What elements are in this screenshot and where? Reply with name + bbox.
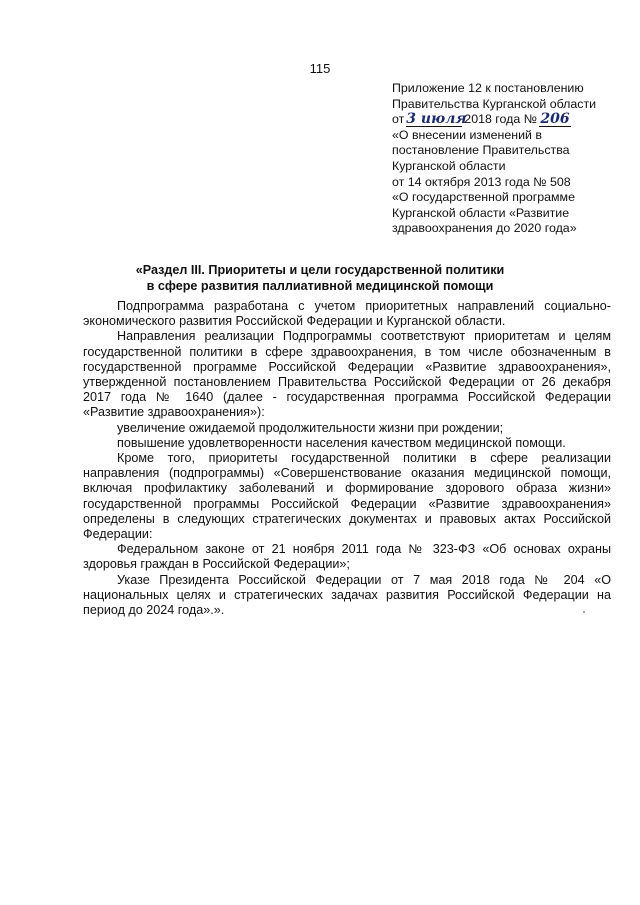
handwritten-date: 3 июля xyxy=(406,111,467,128)
paragraph-7: Указе Президента Российской Федерации от 7 мая 2018 года № 204 «О национальных целях и стратегических задачах развития Российской Федерации на период до 2024 года».». xyxy=(83,572,611,618)
appendix-line-8: «О государственной программе xyxy=(392,190,575,205)
body-text xyxy=(83,299,611,618)
section-title-line-2: в сфере развития паллиативной медицинской помощи xyxy=(146,279,494,293)
section-title xyxy=(100,262,540,294)
appendix-line-5: постановление Правительства xyxy=(392,143,570,158)
paragraph-2: Направления реализации Подпрограммы соответствуют приоритетам и целям государственной политики в сфере здравоохранения, в том числе обозначенным в государственной программе Российской Федерации «Развитие здравоохранения», утвержденной постановлением Правительства Российской Федерации от 26 декабря 2017 года № 1640 (далее - государственная программа Российской Федерации «Развитие здравоохранения»): xyxy=(83,329,611,420)
page-number: 115 xyxy=(309,61,331,76)
handwritten-number: 206 xyxy=(540,111,570,128)
paragraph-6: Федеральном законе от 21 ноября 2011 года № 323-ФЗ «Об основах охраны здоровья граждан в Российской Федерации»; xyxy=(83,542,611,572)
list-item-satisfaction: повышение удовлетворенности населения качеством медицинской помощи. xyxy=(117,435,566,450)
stray-mark xyxy=(583,611,585,613)
appendix-line-4: «О внесении изменений в xyxy=(392,127,542,142)
appendix-line-6: Курганской области xyxy=(392,158,506,173)
appendix-line-9: Курганской области «Развитие xyxy=(392,205,570,220)
appendix-header xyxy=(392,81,622,237)
date-suffix: 2018 года № xyxy=(464,112,538,127)
section-title-line-1: «Раздел III. Приоритеты и цели государственной политики xyxy=(135,263,505,277)
appendix-line-1: Приложение 12 к постановлению xyxy=(392,81,584,95)
date-prefix: от xyxy=(392,112,405,127)
paragraph-1: Подпрограмма разработана с учетом приоритетных направлений социально-экономического развития Российской Федерации и Курганской области. xyxy=(83,299,611,329)
appendix-line-7: от 14 октября 2013 года № 508 xyxy=(392,174,571,189)
appendix-line-10: здравоохранения до 2020 года» xyxy=(392,221,577,236)
appendix-date-line xyxy=(392,112,622,128)
paragraph-5: Кроме того, приоритеты государственной политики в сфере реализации направления (подпрограммы) «Совершенствование оказания медицинской помощи, включая профилактику заболеваний и формирование здорового образа жизни» государственной программы Российской Федерации «Развитие здравоохранения» определены в следующих стратегических документах и правовых актах Российской Федерации: xyxy=(83,451,611,542)
list-item-life-expectancy: увеличение ожидаемой продолжительности жизни при рождении; xyxy=(117,420,504,435)
appendix-line-2: Правительства Курганской области xyxy=(392,96,597,111)
